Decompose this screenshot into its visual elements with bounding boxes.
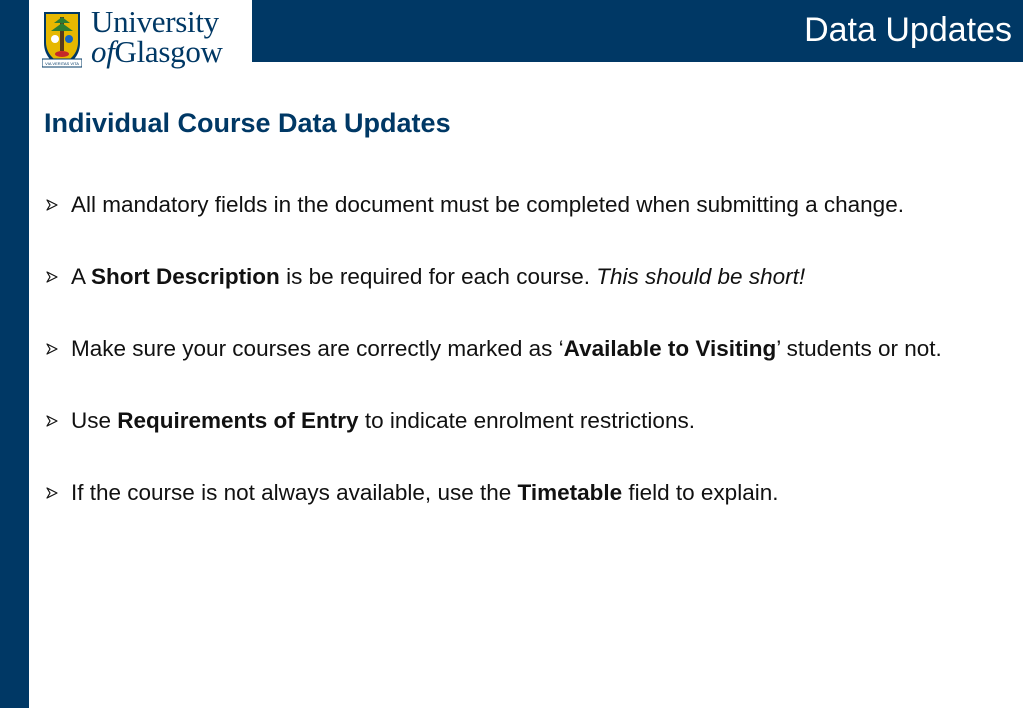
left-brand-bar [0,0,29,708]
wordmark-glasgow: Glasgow [114,34,223,69]
bullet-item [46,405,1011,437]
bullet-text-part: All mandatory fields in the document must be completed when submitting a change. [71,192,904,217]
university-logo [29,0,252,74]
bullet-list [46,189,1011,549]
arrow-bullet-icon [46,343,58,355]
bullet-text [63,264,805,289]
bullet-text-part: This should be short! [596,264,806,289]
bullet-text-part: Use [71,408,118,433]
wordmark-of: of [91,34,115,69]
wordmark-of-glasgow [91,36,223,67]
wordmark-university: University [91,4,219,39]
bullet-item [46,189,1011,221]
bullet-text-part: Make sure your courses are correctly marked as ‘ [71,336,564,361]
bullet-text-part: Available to Visiting [563,336,777,361]
bullet-text [63,480,778,505]
bullet-text [63,336,942,361]
slide-header-title: Data Updates [804,11,1012,49]
bullet-item [46,261,1011,293]
arrow-bullet-icon [46,199,58,211]
crest-icon [42,9,82,69]
university-wordmark [91,6,223,67]
bullet-text-part: Short Description [91,264,280,289]
arrow-bullet-icon [46,271,58,283]
bullet-text-part: field to explain. [622,480,779,505]
bullet-text [63,192,904,217]
slide-subtitle: Individual Course Data Updates [44,108,451,138]
bullet-text-part: is be required for each course. [279,264,597,289]
bullet-text-part: A [71,264,92,289]
bullet-item [46,333,1011,365]
svg-text:VIA VERITAS VITA: VIA VERITAS VITA [45,61,79,66]
bullet-text [63,408,695,433]
bullet-item [46,477,1011,509]
bullet-text-part: Requirements of Entry [117,408,359,433]
arrow-bullet-icon [46,415,58,427]
arrow-bullet-icon [46,487,58,499]
bullet-text-part: Timetable [517,480,623,505]
bullet-text-part: to indicate enrolment restrictions. [358,408,695,433]
bullet-text-part: If the course is not always available, use the [71,480,518,505]
bullet-text-part: ’ students or not. [776,336,942,361]
